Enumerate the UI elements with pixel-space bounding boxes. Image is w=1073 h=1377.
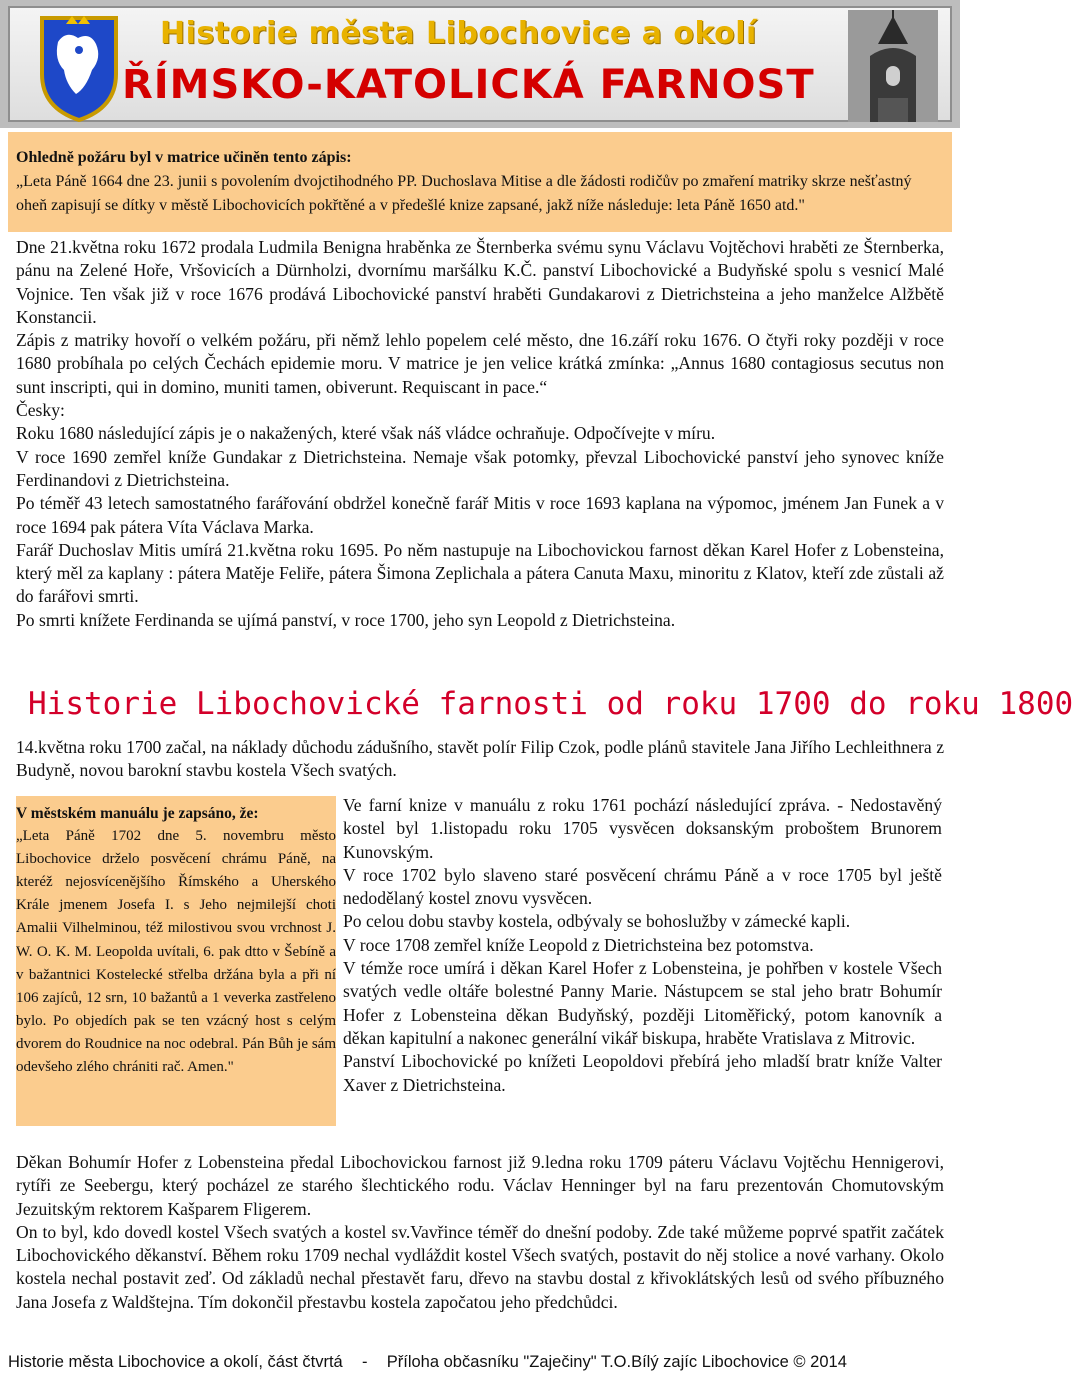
paragraph: V roce 1708 zemřel kníže Leopold z Dietrichsteina bez potomstva. [343, 934, 814, 955]
paragraph: Panství Libochovické po knížeti Leopoldovi přebírá jeho mladší bratr kníže Valter Xaver z Dietrichsteina. [343, 1051, 942, 1095]
church-tower-icon [848, 10, 938, 122]
main-article [16, 236, 944, 632]
paragraph: V témže roce umírá i děkan Karel Hofer z Lobensteina, je pohřben v kostele Všech svatých vedle oltáře bolestné Panny Marie. Nástupcem se stal jeho bratr Bohumír Hofer z Lobensteina děkan Budyňský, později Litoměřický, potom kanovník a děkan kapitulní a nakonec generální vikář biskupa, hraběte Vratislava z Mitrovic. [343, 958, 942, 1048]
fire-record-text: „Leta Páně 1664 dne 23. junii s povolením dvojctihodného PP. Duchoslava Mitise a dle žádosti rodičův po zmaření matriky skrze nešťastný oheň zapisují se dítky v městě Libochovicích pokřtěné a v předešlé knize zapsané, jakž níže následuje: leta Páně 1650 atd." [16, 173, 912, 214]
fire-record-box [8, 132, 952, 232]
footer-left: Historie města Libochovice a okolí, část čtvrtá [8, 1353, 343, 1371]
footer-separator: - [361, 1353, 368, 1371]
fire-record-heading: Ohledně požáru byl v matrice učiněn tento zápis: [16, 149, 352, 166]
paragraph: Po celou dobu stavby kostela, odbývaly se bohoslužby v zámecké kapli. [343, 911, 851, 932]
paragraph: Zápis z matriky hovoří o velkém požáru, při němž lehlo popelem celé město, dne 16.září roku 1676. O čtyři roky později v roce 1680 probíhala po celých Čechách epidemie moru. V matrice je jen velice krátká zmínka: „Annus 1680 contagiosus secutus non sunt inscripti, qui in domino, muniti tamen, obiverunt. Requiscant in pace.“ [16, 330, 944, 397]
page-footer [8, 1353, 952, 1372]
paragraph: On to byl, kdo dovedl kostel Všech svatých a kostel sv.Vavřince téměř do dnešní podoby. Zde také můžeme poprvé spatřit začátek Libochovického děkanství. Během roku 1709 nechal vydláždit kostel Všech svatých, postavit do něj stolice a nové varhany. Okolo kostela nechal postavit zeď. Od základů nechal přestavět faru, dřevo na stavbu dostal z křivoklátských lesů od svého příbuzného Jana Josefa z Waldštejna. Tím dokončil přestavbu kostela započatou jeho předchůdci. [16, 1221, 944, 1312]
town-manual-text: „Leta Páně 1702 dne 5. novembru město Libochovice drželo posvěcení chrámu Páně, na kteréž nejosvícenějšího Římského a Uherského Krále jmenem Josefa I. s Jeho nejmilejší choti Amalii Vilhelminou, též milostivou svou vrchnost J. W. O. K. M. Leopolda uvítali, 6. pak dtto v Šebíně a v bažantnici Kostelecké střelba držána byla a při ní 106 zajíců, 12 srn, 10 bažantů a 1 veverka zastřeleno bylo. Po objedích pak se ten vzácný host s celým dvorem do Roudnice na noc odebral. Pán Bůh je sám odevšeho zlého chrániti rač. Amen." [16, 828, 336, 1076]
paragraph: Po smrti knížete Ferdinanda se ujímá panství, v roce 1700, jeho syn Leopold z Dietrichsteina. [16, 609, 676, 630]
coat-of-arms-icon [36, 12, 122, 124]
right-column [343, 794, 942, 1097]
footer-right: Příloha občasníku "Zaječiny" T.O.Bílý zajíc Libochovice © 2014 [386, 1353, 847, 1371]
paragraph: Po téměř 43 letech samostatného farářování obdržel konečně farář Mitis v roce 1693 kaplana na výpomoc, jménem Jan Funek a v roce 1694 pak pátera Víta Václava Marka. [16, 493, 944, 537]
header-banner [0, 0, 960, 128]
paragraph: Farář Duchoslav Mitis umírá 21.května roku 1695. Po něm nastupuje na Libochovickou farnost děkan Karel Hofer z Lobensteina, který měl za kaplany : pátera Matěje Feliře, pátera Šimona Zeplichala a pátera Canuta Maxu, minoritu z Klatov, kteří zde zůstali až do farářovi smrti. [16, 539, 944, 607]
section-intro [16, 736, 944, 783]
paragraph: V roce 1702 bylo slaveno staré posvěcení chrámu Páně a v roce 1705 byl ještě nedodělaný kostel znovu vysvěcen. [343, 864, 942, 909]
bottom-article [16, 1151, 944, 1314]
paragraph: Dne 21.května roku 1672 prodala Ludmila Benigna hraběnka ze Šternberka svému synu Václavu Vojtěchovi hraběti ze Šternberka, pánu na Zelené Hoře, Vršovicích a Dürnholzi, dvornímu maršálku K.Č. panství Libochovické a Budyňské spolu s vesnicí Malé Vojnice. Ten však již v roce 1676 prodává Libochovické panství hraběti Gundakarovi z Dietrichsteina a jeho manželce Alžbětě Konstancii. [16, 237, 944, 327]
paragraph: Roku 1680 následující zápis je o nakažených, které však náš vládce ochraňuje. Odpočívejte v míru. [16, 423, 716, 444]
header-subtitle: ŘÍMSKO-KATOLICKÁ FARNOST [122, 62, 815, 108]
town-manual-heading: V městském manuálu je zapsáno, že: [16, 805, 259, 822]
paragraph: V roce 1690 zemřel kníže Gundakar z Dietrichsteina. Nemaje však potomky, převzal Libochovické panství jeho synovec kníže Ferdinandovi z Dietrichsteina. [16, 446, 944, 490]
paragraph: Děkan Bohumír Hofer z Lobensteina předal Libochovickou farnost již 9.ledna roku 1709 páteru Václavu Vojtěchu Hennigerovi, rytíři ze Seebergu, který pocházel ze starého šlechtického rodu. Václav Henninger byl na faru prezentován Chomutovským Jezuitským rektorem Kašparem Fligerem. [16, 1152, 944, 1219]
section-title: Historie Libochovické farnosti od roku 1700 do roku 1800 [28, 686, 1073, 722]
paragraph: 14.května roku 1700 začal, na náklady důchodu zádušního, stavět polír Filip Czok, podle plánů stavitele Jana Jiřího Lechleithnera z Budyně, novou barokní stavbu kostela Všech svatých. [16, 737, 944, 781]
town-manual-box [16, 796, 336, 1126]
paragraph: Ve farní knize v manuálu z roku 1761 pochází následující zpráva. - Nedostavěný kostel byl 1.listopadu roku 1705 vysvěcen doksanským proboštem Brunorem Kunovským. [343, 795, 942, 862]
header-title: Historie města Libochovice a okolí [160, 16, 757, 51]
paragraph: Česky: [16, 400, 65, 421]
header-banner-inner [8, 6, 952, 122]
